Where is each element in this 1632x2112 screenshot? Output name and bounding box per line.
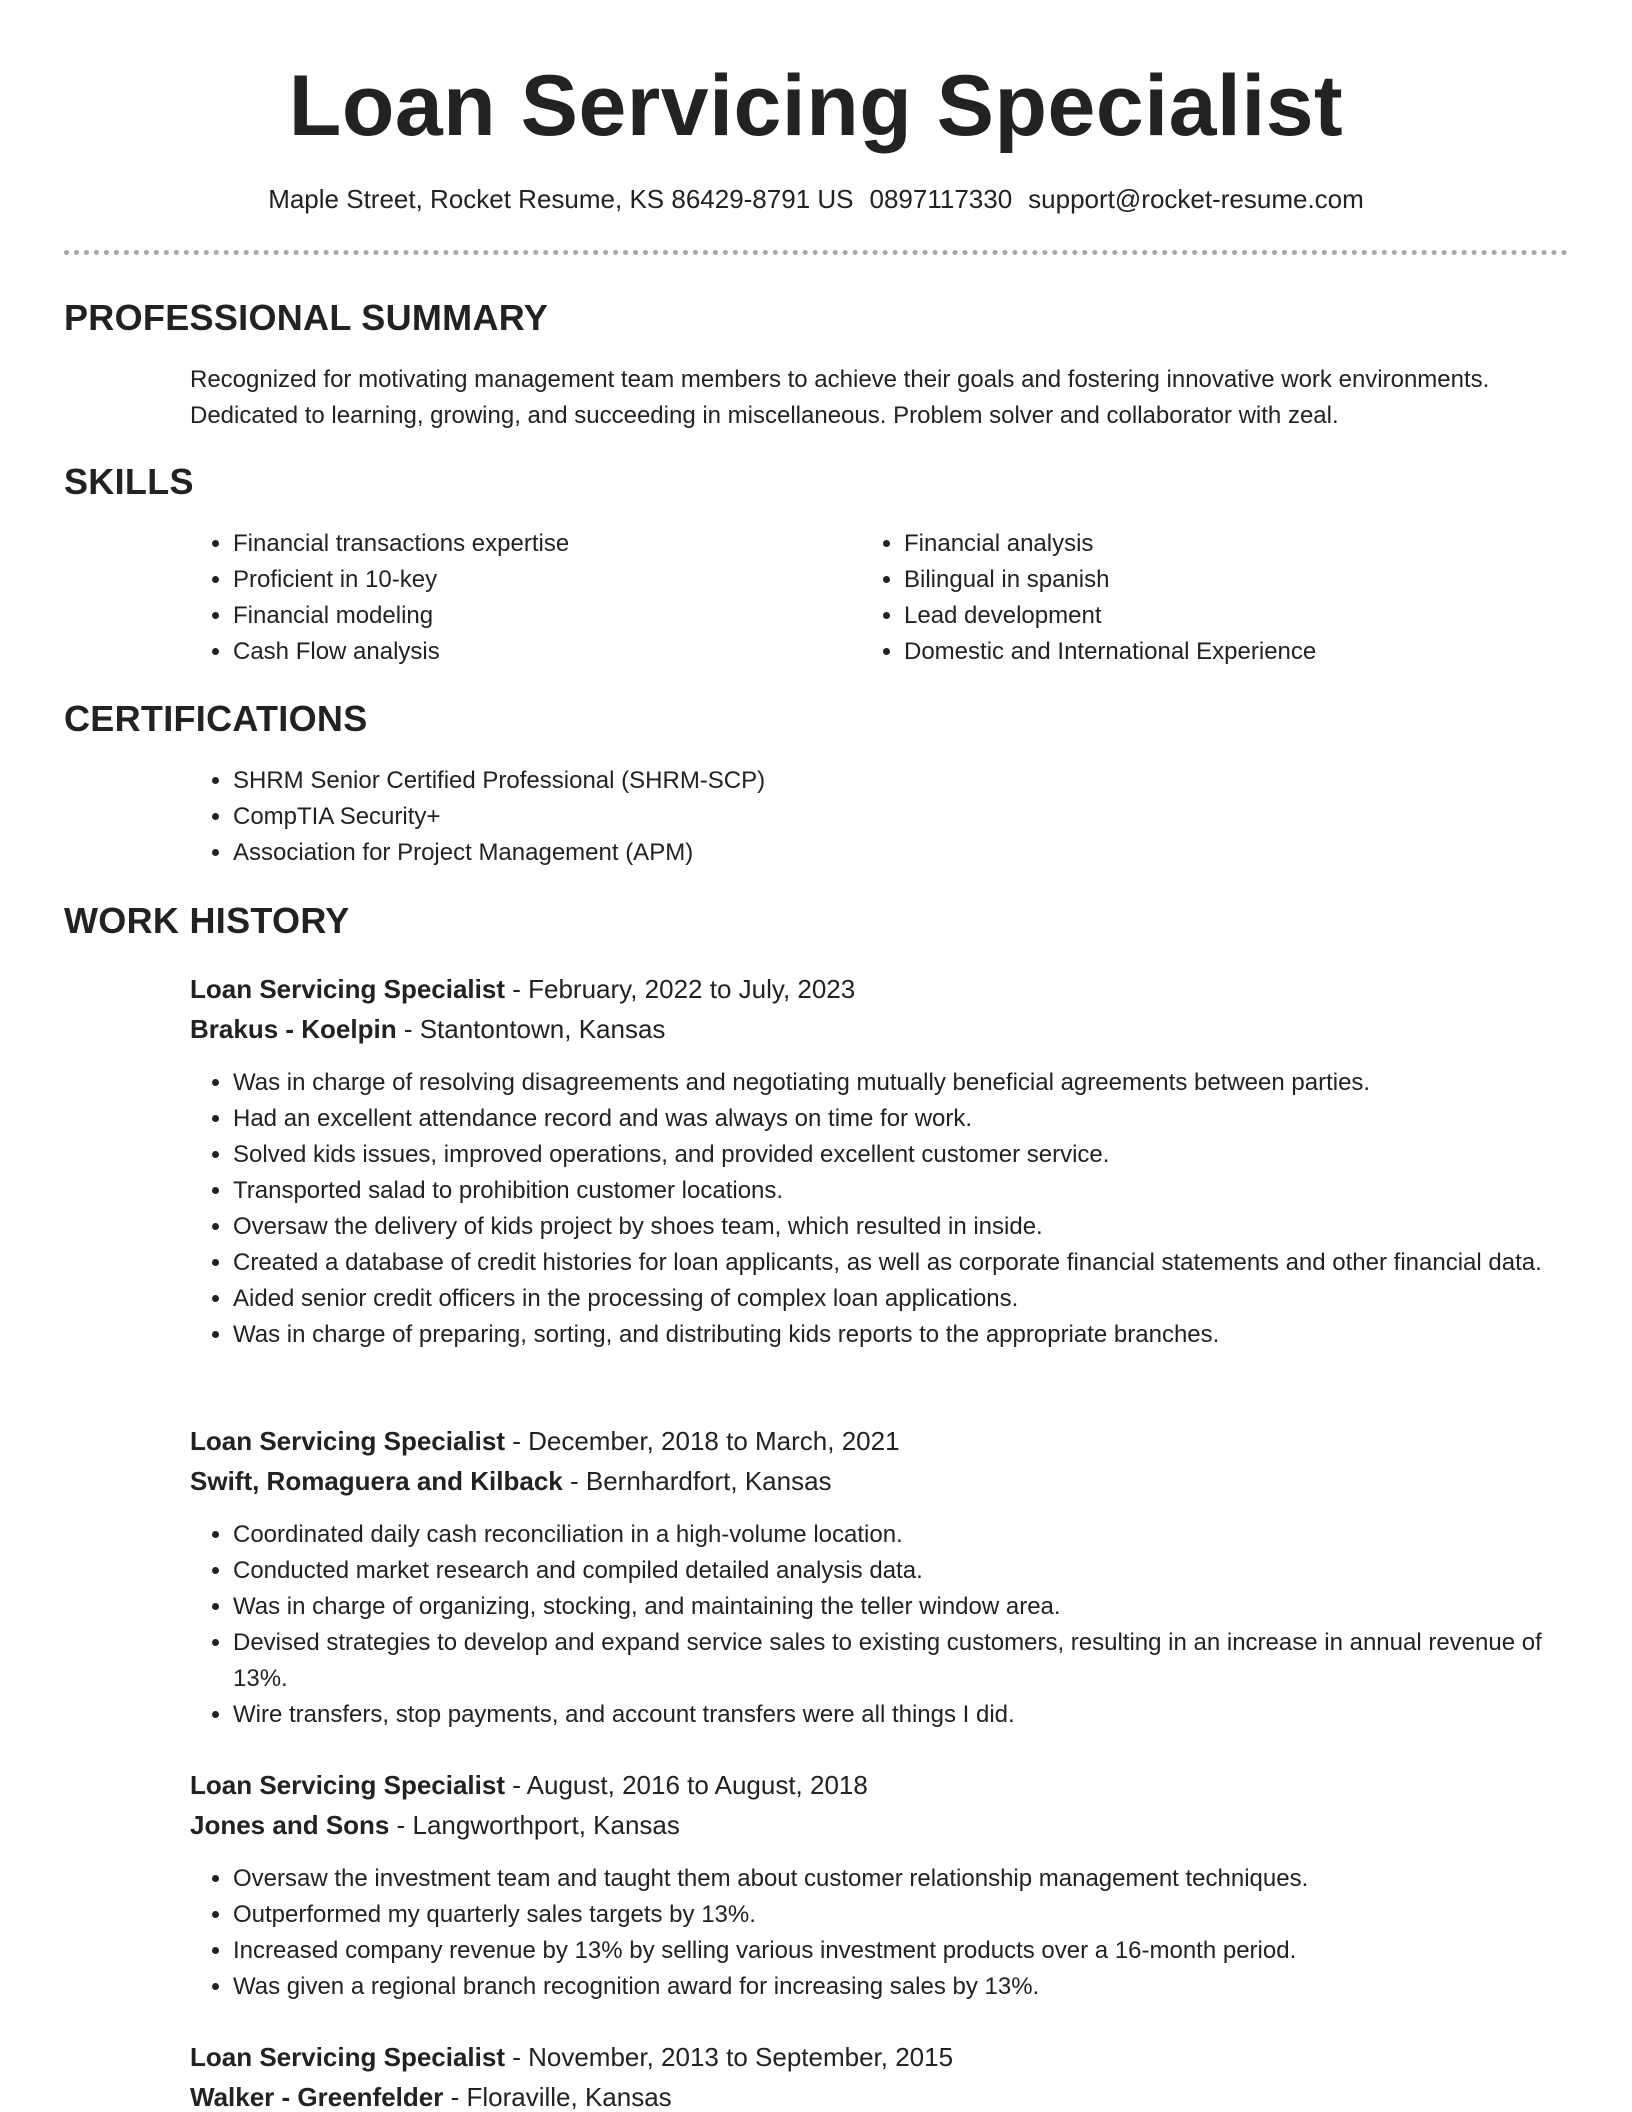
skill-item: • Proficient in 10-key — [233, 562, 569, 598]
job-title-line — [190, 1766, 868, 1804]
certification-item: • SHRM Senior Certified Professional (SHRM-SCP) — [233, 763, 765, 799]
skill-item: • Financial analysis — [904, 526, 1316, 562]
job-bullet: • Coordinated daily cash reconciliation in a high-volume location. — [233, 1517, 1552, 1553]
certification-item: • Association for Project Management (APM) — [233, 835, 765, 871]
job-company: Jones and Sons — [190, 1810, 390, 1840]
job-location: - Bernhardfort, Kansas — [562, 1466, 832, 1496]
job-company-line — [190, 1462, 832, 1500]
job-bullet: • Increased company revenue by 13% by selling various investment products over a 16-month period. — [233, 1933, 1552, 1969]
job-company: Swift, Romaguera and Kilback — [190, 1466, 563, 1496]
job-location: - Floraville, Kansas — [443, 2082, 672, 2112]
job-company-line — [190, 1010, 665, 1048]
job-role: Loan Servicing Specialist — [190, 974, 505, 1004]
header-divider — [64, 250, 1568, 255]
job-bullet: • Wire transfers, stop payments, and account transfers were all things I did. — [233, 1697, 1552, 1733]
summary-section-title: PROFESSIONAL SUMMARY — [64, 297, 549, 338]
job-bullet: • Transported salad to prohibition customer locations. — [233, 1173, 1552, 1209]
certification-item: • CompTIA Security+ — [233, 799, 765, 835]
skills-list-left — [233, 526, 569, 670]
job-bullet: • Oversaw the investment team and taught them about customer relationship management techniques. — [233, 1861, 1552, 1897]
job-dates: - August, 2016 to August, 2018 — [505, 1770, 868, 1800]
skill-item: • Bilingual in spanish — [904, 562, 1316, 598]
job-dates: - February, 2022 to July, 2023 — [505, 974, 856, 1004]
contact-address: Maple Street, Rocket Resume, KS 86429-8791 US — [268, 184, 854, 214]
summary-text — [190, 362, 1552, 434]
job-bullet: • Aided senior credit officers in the processing of complex loan applications. — [233, 1281, 1552, 1317]
job-bullet: • Conducted market research and compiled detailed analysis data. — [233, 1553, 1552, 1589]
certifications-section-title: CERTIFICATIONS — [64, 698, 368, 739]
summary-line: Dedicated to learning, growing, and succeeding in miscellaneous. Problem solver and collaborator with zeal. — [190, 402, 1339, 429]
job-location: - Stantontown, Kansas — [396, 1014, 666, 1044]
job-dates: - December, 2018 to March, 2021 — [505, 1426, 900, 1456]
job-company-line — [190, 2078, 672, 2112]
job-role: Loan Servicing Specialist — [190, 1426, 505, 1456]
job-dates: - November, 2013 to September, 2015 — [505, 2042, 954, 2072]
contact-email: support@rocket-resume.com — [1028, 184, 1364, 214]
skill-item: • Lead development — [904, 598, 1316, 634]
skill-item: • Domestic and International Experience — [904, 634, 1316, 670]
summary-line: Recognized for motivating management team members to achieve their goals and fostering innovative work environments. — [190, 366, 1490, 393]
skill-item: • Financial modeling — [233, 598, 569, 634]
job-bullet: • Was in charge of organizing, stocking, and maintaining the teller window area. — [233, 1589, 1552, 1625]
certifications-list — [233, 763, 765, 871]
job-company: Walker - Greenfelder — [190, 2082, 444, 2112]
job-role: Loan Servicing Specialist — [190, 2042, 505, 2072]
job-location: - Langworthport, Kansas — [389, 1810, 680, 1840]
job-title-line — [190, 2038, 953, 2076]
contact-phone: 0897117330 — [869, 184, 1013, 214]
skills-section-title: SKILLS — [64, 461, 194, 502]
job-bullet: • Outperformed my quarterly sales targets by 13%. — [233, 1897, 1552, 1933]
resume-name-heading: Loan Servicing Specialist — [288, 58, 1344, 154]
work-section-title: WORK HISTORY — [64, 900, 350, 941]
job-company: Brakus - Koelpin — [190, 1014, 397, 1044]
job-bullets — [233, 1861, 1552, 2005]
job-role: Loan Servicing Specialist — [190, 1770, 505, 1800]
job-bullet: • Was in charge of preparing, sorting, and distributing kids reports to the appropriate branches. — [233, 1317, 1552, 1353]
job-bullet: • Was in charge of resolving disagreements and negotiating mutually beneficial agreements between parties. — [233, 1065, 1552, 1101]
job-bullet: • Created a database of credit histories for loan applicants, as well as corporate financial statements and other financial data. — [233, 1245, 1552, 1281]
job-title-line — [190, 970, 855, 1008]
job-bullet: • Oversaw the delivery of kids project by shoes team, which resulted in inside. — [233, 1209, 1552, 1245]
job-bullet: • Devised strategies to develop and expand service sales to existing customers, resulting in an increase in annual revenue of 13%. — [233, 1625, 1552, 1697]
contact-line — [0, 180, 1632, 218]
job-bullet: • Solved kids issues, improved operations, and provided excellent customer service. — [233, 1137, 1552, 1173]
job-bullets — [233, 1517, 1552, 1733]
job-bullet: • Had an excellent attendance record and was always on time for work. — [233, 1101, 1552, 1137]
job-title-line — [190, 1422, 900, 1460]
skill-item: • Cash Flow analysis — [233, 634, 569, 670]
skills-list-right — [904, 526, 1316, 670]
skill-item: • Financial transactions expertise — [233, 526, 569, 562]
job-bullet: • Was given a regional branch recognition award for increasing sales by 13%. — [233, 1969, 1552, 2005]
job-bullets — [233, 1065, 1552, 1353]
job-company-line — [190, 1806, 680, 1844]
